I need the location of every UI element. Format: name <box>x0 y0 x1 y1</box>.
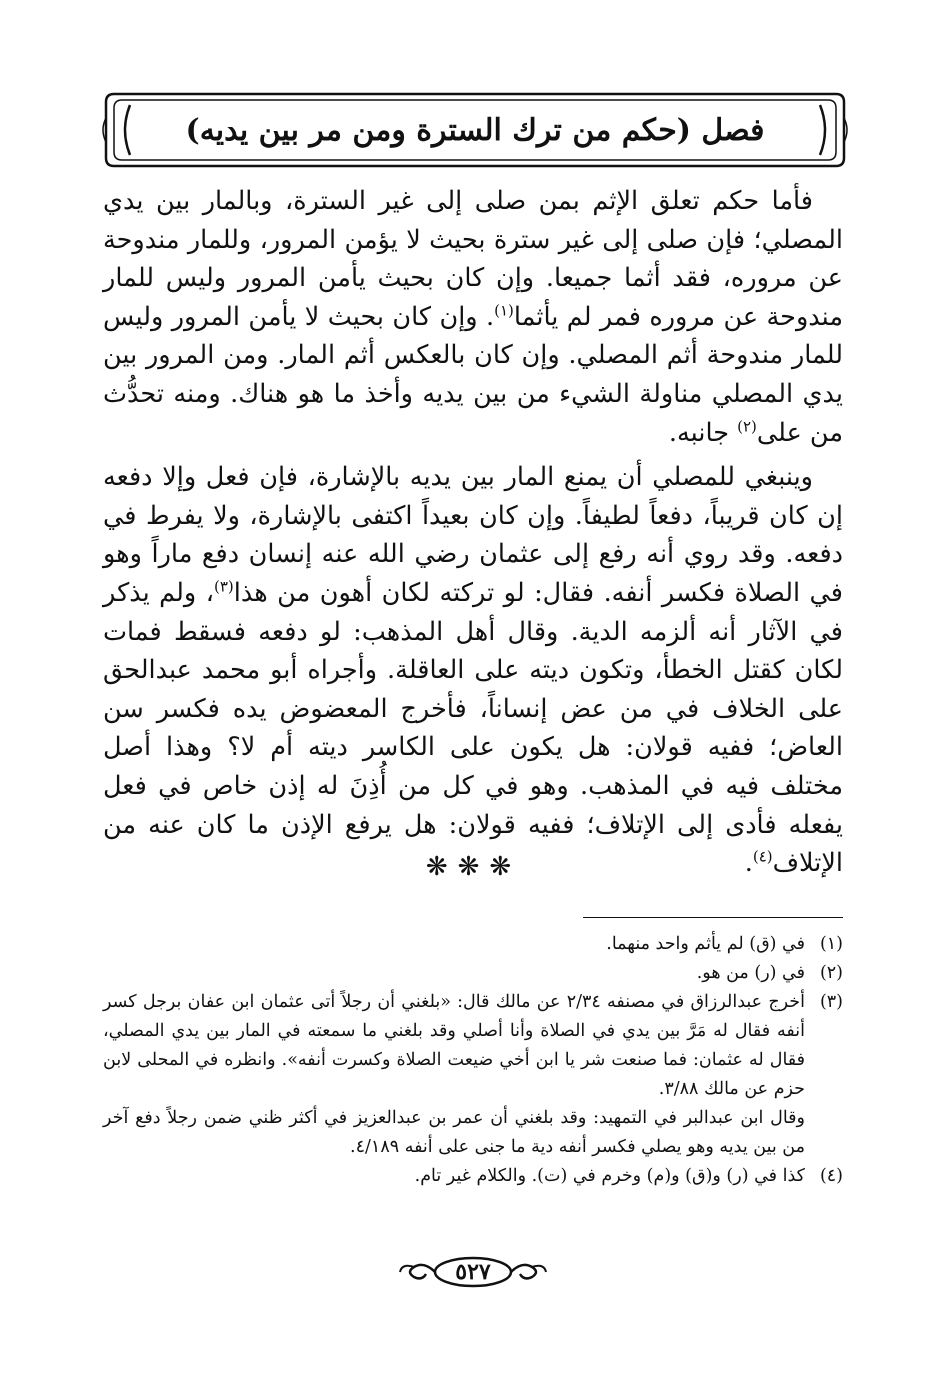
footnote-number: (١) <box>819 934 843 954</box>
footnote-number: (٤) <box>819 1166 843 1186</box>
page-number: ٥٢٧ <box>455 1259 491 1285</box>
footnote-reference: (٢) <box>737 417 757 436</box>
chapter-title-frame <box>100 88 850 172</box>
page-number-ornament <box>398 1253 548 1291</box>
section-separator: ❋❋❋ <box>425 852 522 882</box>
paragraph-text: فأما حكم تعلق الإثم بمن صلى إلى غير السترة، وبالمار بين يدي المصلي؛ فإن صلى إلى غير سترة بحيث لا يؤمن المرور، وللمار مندوحة عن مروره، فقد أثما جميعا. وإن كان بحيث يأمن المرور وليس للمار مندوحة عن مروره فمر لم يأثما <box>103 186 843 332</box>
footnote-divider <box>583 917 843 918</box>
paragraph-text: وينبغي للمصلي أن يمنع المار بين يديه بالإشارة، فإن فعل وإلا دفعه إن كان قريباً، دفعاً لطيفاً. وإن كان بعيداً اكتفى بالإشارة، ولا يفرط في دفعه. وقد روي أنه رفع إلى عثمان رضي الله عنه إنسان دفع ماراً وهو في الصلاة فكسر أنفه. فقال: لو تركته لكان أهون من هذا <box>103 462 843 608</box>
footnote <box>103 1162 843 1191</box>
paragraph-2 <box>103 458 843 883</box>
footnote-text: في (ر) من هو. <box>696 963 805 983</box>
paragraph-text: . وإن كان بحيث لا يأمن المرور وليس للمار مندوحة أثم المصلي. وإن كان بالعكس أثم المار. ومن المرور بين يدي المصلي مناولة الشيء من بين يديه وأخذ ما هو هناك. ومنه تحدُّث من على <box>103 301 843 448</box>
footnote-continuation: وقال ابن عبدالبر في التمهيد: وقد بلغني أن عمر بن عبدالعزيز في أكثر ظني ضمن رجلاً دفع آخر من بين يديه وهو يصلي فكسر أنفه دية ما جنى على أنفه ٤/١٨٩. <box>103 1108 805 1157</box>
footnote-text: في (ق) لم يأثم واحد منهما. <box>606 934 805 954</box>
footnote-number: (٣) <box>819 992 843 1012</box>
footnote-text: أخرج عبدالرزاق في مصنفه ٢/٣٤ عن مالك قال: «بلغني أن رجلاً أتى عثمان ابن عفان برجل كسر أنفه فقال له مَرَّ بين يدي في الصلاة وأنا أصلي وقد بلغني ما سمعته في المار بين يدي المصلي، فقال له عثمان: فما صنعت شر يا ابن أخي ضيعت الصلاة وكسرت أنفه». وانظره في المحلى لابن حزم عن مالك ٣/٨٨. <box>103 992 805 1099</box>
footnotes <box>103 930 843 1191</box>
footnote <box>103 930 843 959</box>
footnote-reference: (٣) <box>213 577 234 596</box>
chapter-title: فصل (حكم من ترك السترة ومن مر بين يديه) <box>185 112 765 148</box>
footnote-reference: (١) <box>494 301 514 320</box>
footnote-number: (٢) <box>819 963 843 983</box>
footnote <box>103 959 843 988</box>
paragraph-text: ، ولم يذكر في الآثار أنه ألزمه الدية. وقال أهل المذهب: لو دفعه فسقط فمات لكان كقتل الخطأ، وتكون ديته على العاقلة. وأجراه أبو محمد عبدالحق على الخلاف في من عض إنساناً، فأخرج المعضوض يده فكسر سن العاض؛ ففيه قولان: هل يكون على الكاسر ديته أم لا؟ وهذا أصل مختلف فيه في المذهب. وهو في كل من أُذِنَ له إذن خاص في فعل يفعله فأدى إلى الإتلاف؛ ففيه قولان: هل يرفع الإذن ما كان عنه من الإتلاف <box>103 577 843 879</box>
footnote-reference: (٤) <box>752 847 773 866</box>
paragraph-1 <box>103 182 843 452</box>
paragraph-text: جانبه. <box>668 417 738 448</box>
main-text <box>103 182 843 883</box>
paragraph-text: . <box>744 848 753 879</box>
footnote-text: كذا في (ر) و(ق) و(م) وخرم في (ت). والكلام غير تام. <box>414 1166 805 1186</box>
footnote <box>103 988 843 1104</box>
